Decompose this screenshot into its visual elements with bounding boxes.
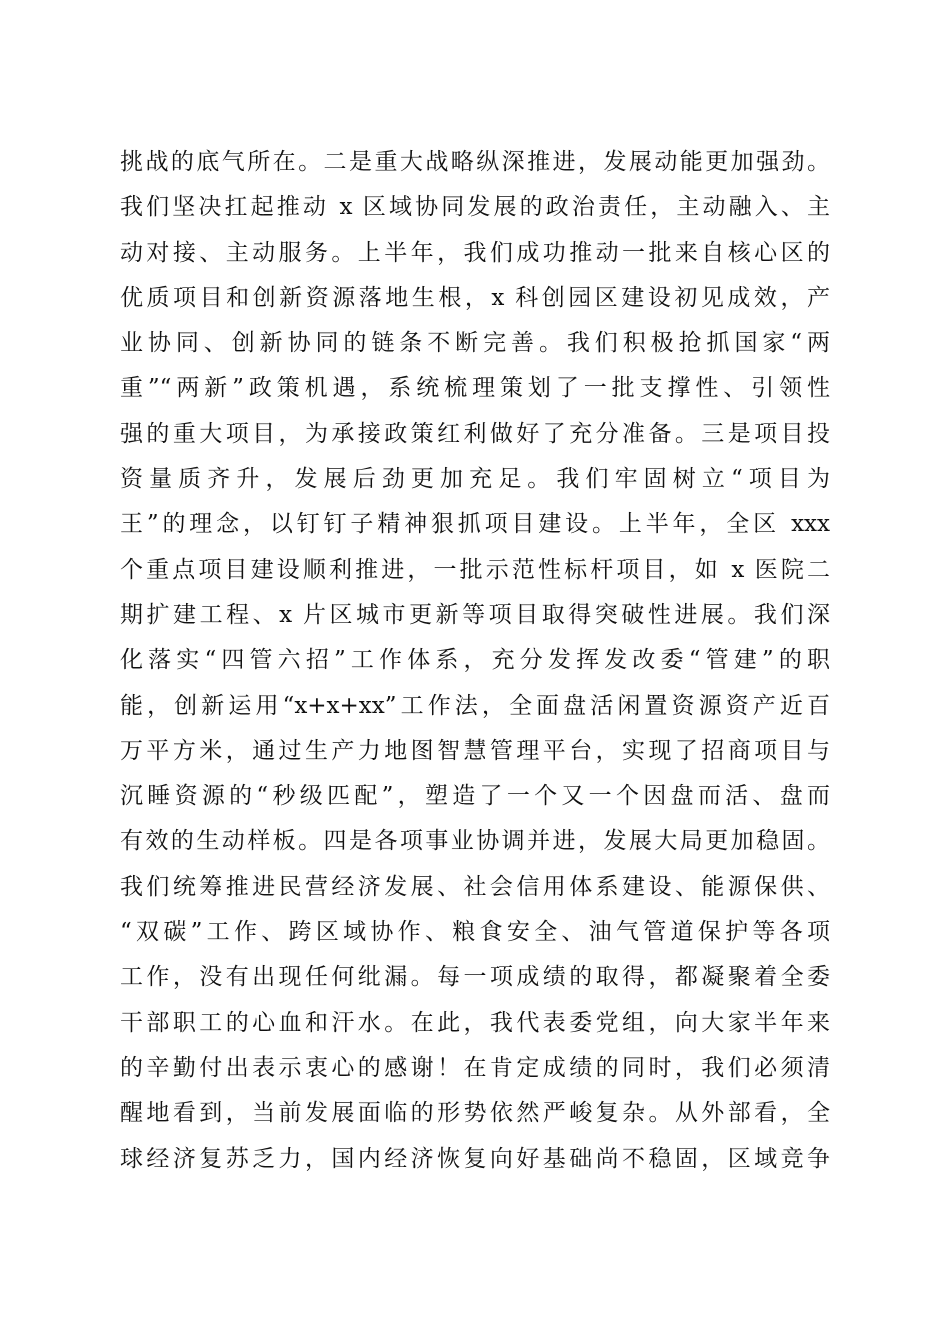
text-line: 的辛勤付出表示衷心的感谢！在肯定成绩的同时，我们必须清 [120,1054,830,1081]
text-line: 资量质齐升，发展后劲更加充足。我们牢固树立“项目为 [120,466,830,493]
text-line: 干部职工的心血和汗水。在此，我代表委党组，向大家半年来 [120,1009,830,1036]
body-text [120,140,830,1182]
text-line: “双碳”工作、跨区域协作、粮食安全、油气管道保护等各项 [120,919,830,946]
text-line: 期扩建工程、x 片区城市更新等项目取得突破性进展。我们深 [120,601,830,628]
text-line: 醒地看到，当前发展面临的形势依然严峻复杂。从外部看，全 [120,1100,830,1127]
text-line: 化落实“四管六招”工作体系，充分发挥发改委“管建”的职 [120,647,830,674]
text-line: 球经济复苏乏力，国内经济恢复向好基础尚不稳固，区域竞争 [120,1145,830,1172]
text-line: 有效的生动样板。四是各项事业协调并进，发展大局更加稳固。 [120,828,830,855]
text-line: 重”“两新”政策机遇，系统梳理策划了一批支撑性、引领性 [120,375,830,402]
text-line: 挑战的底气所在。二是重大战略纵深推进，发展动能更加强劲。 [120,149,830,175]
text-line: 王”的理念，以钉钉子精神狠抓项目建设。上半年，全区 xxx [120,511,830,538]
text-line: 沉睡资源的“秒级匹配”，塑造了一个又一个因盘而活、盘而 [120,783,830,810]
text-line: 业协同、创新协同的链条不断完善。我们积极抢抓国家“两 [120,330,830,357]
text-line: 优质项目和创新资源落地生根，x 科创园区建设初见成效，产 [120,284,830,311]
text-line: 工作，没有出现任何纰漏。每一项成绩的取得，都凝聚着全委 [120,964,830,991]
text-line: 我们统筹推进民营经济发展、社会信用体系建设、能源保供、 [120,873,830,900]
text-line: 强的重大项目，为承接政策红利做好了充分准备。三是项目投 [120,420,830,447]
text-line: 能，创新运用“x+x+xx”工作法，全面盘活闲置资源资产近百 [120,692,830,719]
text-line: 我们坚决扛起推动 x 区域协同发展的政治责任，主动融入、主 [120,194,830,221]
text-line: 动对接、主动服务。上半年，我们成功推动一批来自核心区的 [120,239,830,266]
text-line: 个重点项目建设顺利推进，一批示范性标杆项目，如 x 医院二 [120,556,830,583]
text-line: 万平方米，通过生产力地图智慧管理平台，实现了招商项目与 [120,737,830,764]
